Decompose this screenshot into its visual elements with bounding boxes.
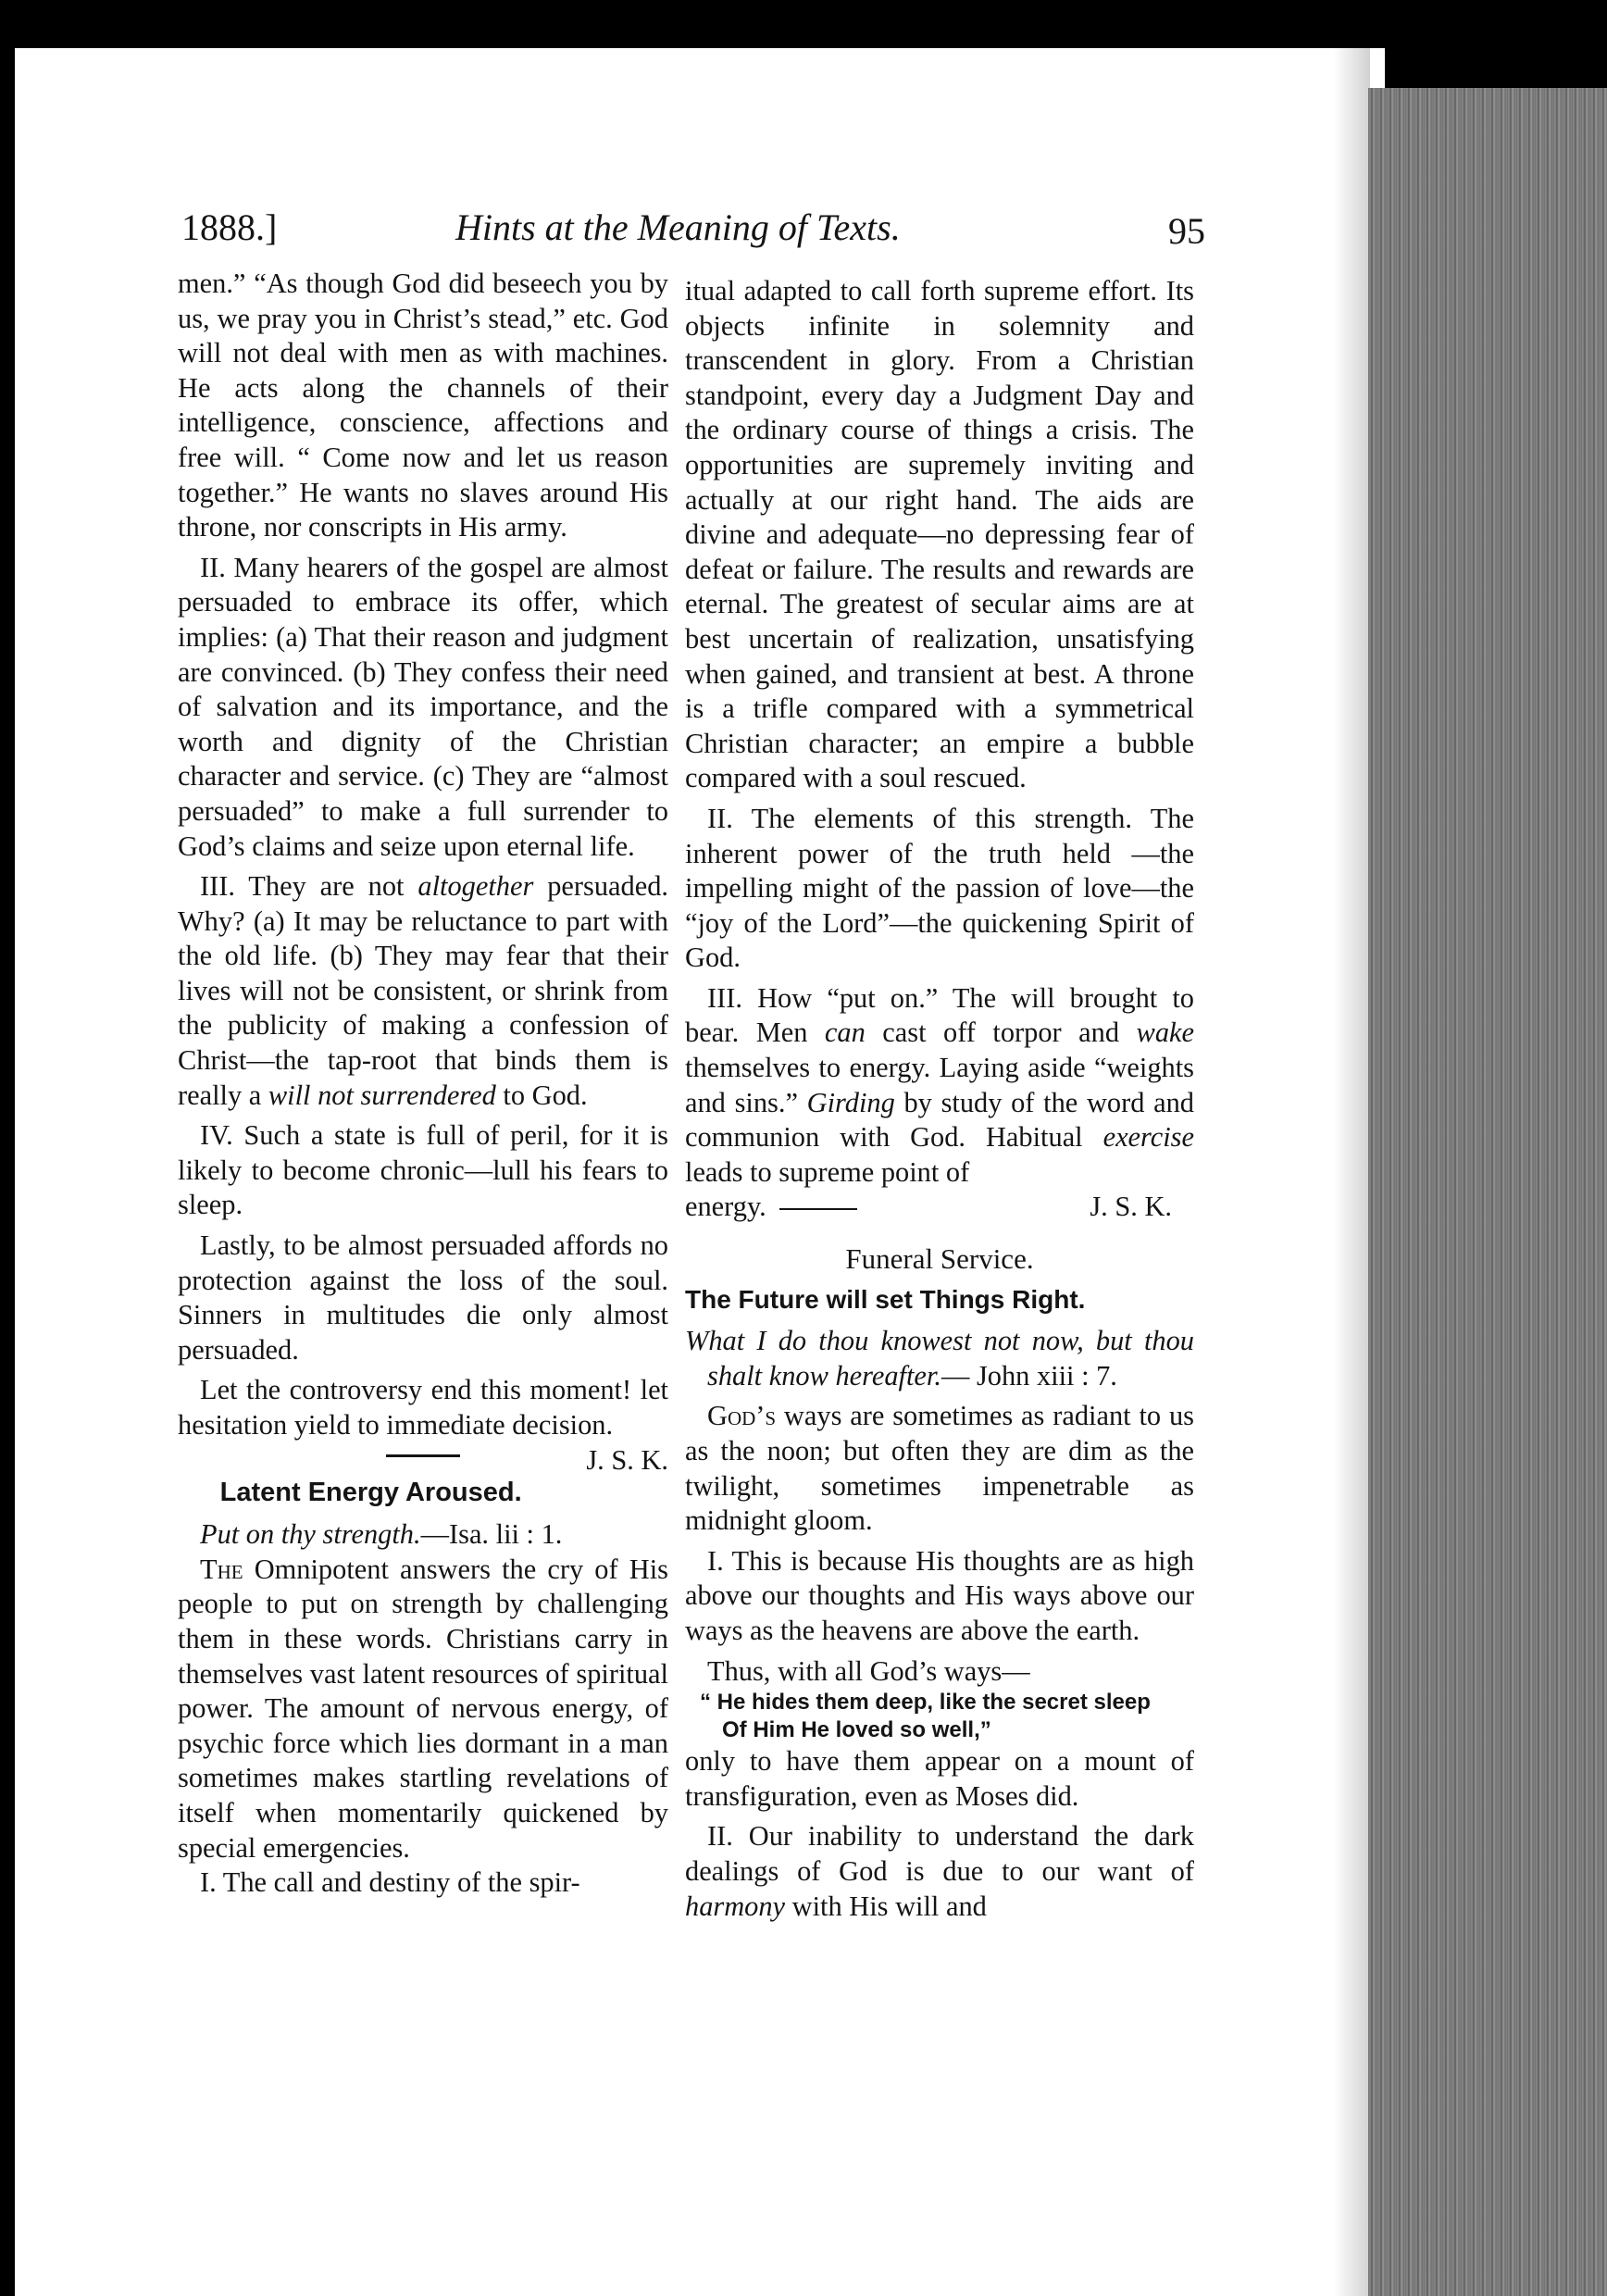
verse-line: Of Him He loved so well,” xyxy=(722,1717,991,1743)
section-heading: Latent Energy Aroused. xyxy=(219,1477,522,1507)
paragraph xyxy=(178,1553,668,1866)
running-head-year: 1888.] xyxy=(181,206,278,248)
section-label: Funeral Service. xyxy=(845,1242,1034,1276)
left-column xyxy=(178,267,668,2155)
paragraph: II. The elements of this strength. The inherent power of the truth held —the impelling might of the passion of love—the “joy of the Lord”—the quickening Spirit of God. xyxy=(685,802,1194,974)
text-run: energy. xyxy=(685,1191,766,1223)
paragraph: I. The call and destiny of the spir- xyxy=(200,1866,580,1899)
emphasis: harmony xyxy=(685,1890,786,1922)
lead-word: The xyxy=(200,1553,243,1585)
page-number: 95 xyxy=(1168,210,1205,252)
text-run: ways are sometimes as radiant to us as the noon; but often they are dim as the twilight, sometimes impenetrable as midnight gloom. xyxy=(685,1400,1194,1537)
signature: J. S. K. xyxy=(1090,1191,1172,1223)
scripture-citation: —Isa. lii : 1. xyxy=(420,1518,563,1551)
text-run: leads to supreme point of xyxy=(685,1155,970,1188)
text-run: themselves to energy. Laying aside “weights and sins.” xyxy=(685,1052,1194,1118)
text-run: persuaded. Why? (a) It may be reluctance to part with the old life. (b) They may fear that their lives will not be consistent, or shrink from the publicity of making a confession of Christ—the tap-root that binds them is really a xyxy=(178,870,669,1111)
emphasis: can xyxy=(824,1017,866,1049)
paragraph: Lastly, to be almost persuaded affords no protection against the loss of the soul. Sinners in multitudes die only almost persuaded. xyxy=(178,1229,668,1366)
gutter-shadow xyxy=(1333,48,1370,2296)
paragraph: I. This is because His thoughts are as high above our thoughts and His ways above our ways as the heavens are above the earth. xyxy=(685,1544,1194,1646)
book-page-edges xyxy=(1368,88,1607,2296)
text-reference xyxy=(178,1517,668,1553)
running-head xyxy=(181,206,1246,257)
paragraph: Thus, with all God’s ways— xyxy=(707,1654,1030,1687)
scripture-quote: What I do thou knowest not now, but thou shalt know hereafter. xyxy=(685,1325,1194,1391)
signature: J. S. K. xyxy=(586,1443,668,1476)
paragraph-end xyxy=(685,1190,1194,1225)
text-run: II. Our inability to understand the dark dealings of God is due to our want of xyxy=(685,1820,1194,1887)
emphasis: Girding xyxy=(806,1086,895,1118)
paragraph xyxy=(685,981,1194,1191)
text-run: Let the controversy end this moment! let hesitation yield to immediate decision. xyxy=(178,1374,668,1441)
emphasis: exercise xyxy=(1102,1121,1194,1154)
text-run: to God. xyxy=(495,1079,588,1111)
text-run: by study of the word and communion with God. Habitual xyxy=(685,1086,1194,1154)
scripture-citation: — John xiii : 7. xyxy=(941,1359,1117,1391)
right-column xyxy=(685,274,1194,2163)
paragraph xyxy=(685,1399,1194,1538)
scripture-quote: Put on thy strength. xyxy=(200,1518,421,1551)
emphasis: altogether xyxy=(417,870,534,903)
paragraph xyxy=(685,1819,1194,1924)
running-head-title: Hints at the Meaning of Texts. xyxy=(455,206,901,248)
text-reference xyxy=(685,1324,1194,1393)
paragraph: II. Many hearers of the gospel are almost persuaded to embrace its offer, which implies: (a) That their reason and judgment are convinced. (b) They confess their need of salvation and its importance, and the worth and dignity of the Christian character and service. (c) They are “almost persuaded” to make a full surrender to God’s claims and seize upon eternal life. xyxy=(178,551,668,862)
verse-line: “ He hides them deep, like the secret sleep xyxy=(700,1690,1151,1716)
paragraph: only to have them appear on a mount of transfiguration, even as Moses did. xyxy=(685,1745,1194,1812)
paragraph: IV. Such a state is full of peril, for it is likely to become chronic—lull his fears to sleep. xyxy=(178,1119,668,1221)
lead-word: God’s xyxy=(707,1400,777,1432)
section-divider xyxy=(779,1208,857,1210)
section-heading: The Future will set Things Right. xyxy=(685,1284,1086,1314)
quoted-verse xyxy=(685,1689,1194,1744)
paragraph xyxy=(178,869,668,1113)
text-run: with His will and xyxy=(785,1890,987,1922)
emphasis: will not surrendered xyxy=(268,1079,496,1111)
text-run: III. How “put on.” The will brought to bear. Men xyxy=(685,981,1194,1049)
paragraph: itual adapted to call forth supreme effort. Its objects infinite in solemnity and transcendent in glory. From a Christian standpoint, every day a Judgment Day and the ordinary course of things a crisis. The opportunities are supremely inviting and actually at our right hand. The aids are divine and adequate—no depressing fear of defeat or failure. The results and rewards are eternal. The greatest of secular aims are at best uncertain of realization, unsatisfying when gained, and transient at best. A throne is a trifle compared with a symmetrical Christian character; an empire a bubble compared with a soul rescued. xyxy=(685,275,1194,794)
paragraph: men.” “As though God did beseech you by us, we pray you in Christ’s stead,” etc. God will not deal with men as with machines. He acts along the channels of their intelligence, conscience, affections and free will. “ Come now and let us reason together.” He wants no slaves around His throne, nor conscripts in His army. xyxy=(178,268,668,543)
text-run: Omnipotent answers the cry of His people to put on strength by challenging them in these words. Christians carry in themselves vast latent resources of spiritual power. The amount of nervous energy, of psychic force which lies dormant in a man sometimes makes startling revelations of itself when momentarily quickened by special emergencies. xyxy=(178,1553,668,1864)
emphasis: wake xyxy=(1136,1017,1194,1049)
text-run: III. They are not xyxy=(200,870,418,903)
section-divider xyxy=(386,1454,460,1457)
paragraph xyxy=(178,1373,668,1476)
text-run: cast off torpor and xyxy=(865,1017,1137,1049)
